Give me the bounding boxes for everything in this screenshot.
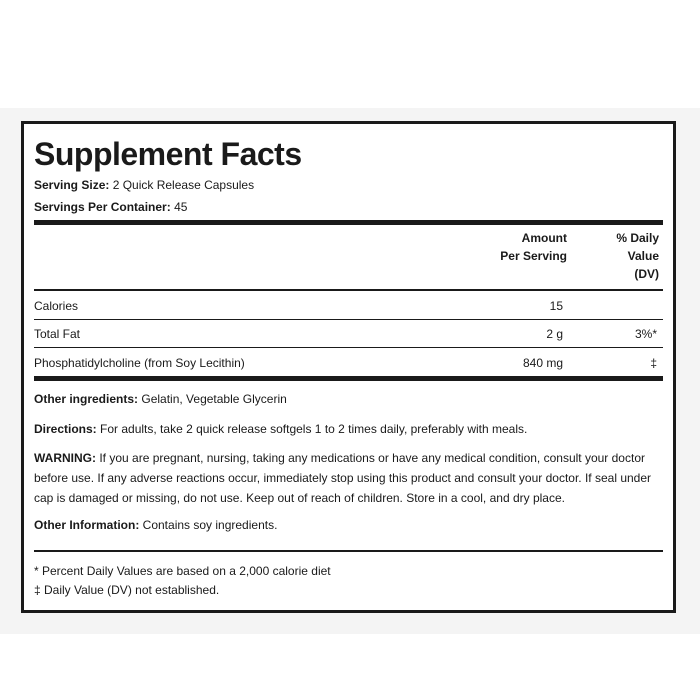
supplement-facts-panel — [21, 121, 676, 613]
warning-label: WARNING: — [34, 451, 96, 465]
table-row — [34, 319, 663, 347]
nutrient-name: Calories — [34, 299, 79, 313]
amount-header-line1: Amount — [521, 231, 567, 245]
serving-size — [34, 178, 254, 192]
dv-header-line2: Value — [627, 249, 659, 263]
servings-per-container-value: 45 — [174, 200, 188, 214]
thick-divider-top — [34, 220, 663, 225]
other-ingredients — [34, 389, 663, 409]
nutrient-dv: 3%* — [634, 327, 657, 341]
column-header-daily-value — [616, 229, 659, 283]
amount-header-line2: Per Serving — [500, 249, 567, 263]
directions — [34, 419, 663, 439]
dv-header-line1: % Daily — [616, 231, 659, 245]
footnote-dv-not-established: ‡ Daily Value (DV) not established. — [34, 583, 220, 597]
panel-title: Supplement Facts — [34, 136, 302, 172]
nutrient-name: Total Fat — [34, 327, 81, 341]
footnote-divider — [34, 550, 663, 552]
table-row — [34, 291, 663, 319]
warning-value: If you are pregnant, nursing, taking any medications or have any medical condition, consult your doctor before use. If any adverse reactions occur, immediately stop using this product and consult your doctor. If seal under cap is damaged or missing, do not use. Keep out of reach of children. Store in a cool, and dry place. — [34, 451, 652, 505]
nutrient-name: Phosphatidylcholine (from Soy Lecithin) — [34, 356, 245, 370]
nutrient-amount: 2 g — [546, 327, 563, 341]
other-ingredients-value: Gelatin, Vegetable Glycerin — [141, 392, 287, 406]
thick-divider-bottom — [34, 376, 663, 381]
other-information — [34, 515, 663, 535]
column-header-amount — [500, 229, 567, 265]
nutrient-amount: 840 mg — [522, 356, 563, 370]
other-ingredients-label: Other ingredients: — [34, 392, 139, 406]
directions-value: For adults, take 2 quick release softgels 1 to 2 times daily, preferably with meals. — [100, 422, 528, 436]
serving-size-label: Serving Size: — [34, 178, 110, 192]
servings-per-container-label: Servings Per Container: — [34, 200, 171, 214]
serving-size-value: 2 Quick Release Capsules — [112, 178, 255, 192]
warning — [34, 448, 663, 508]
nutrient-dv: ‡ — [650, 356, 657, 370]
dv-header-line3: (DV) — [634, 267, 659, 281]
footnote-percent-dv: * Percent Daily Values are based on a 2,000 calorie diet — [34, 564, 331, 578]
nutrient-amount: 15 — [549, 299, 563, 313]
directions-label: Directions: — [34, 422, 97, 436]
other-information-label: Other Information: — [34, 518, 140, 532]
servings-per-container — [34, 200, 187, 214]
table-row — [34, 348, 663, 376]
other-information-value: Contains soy ingredients. — [142, 518, 278, 532]
